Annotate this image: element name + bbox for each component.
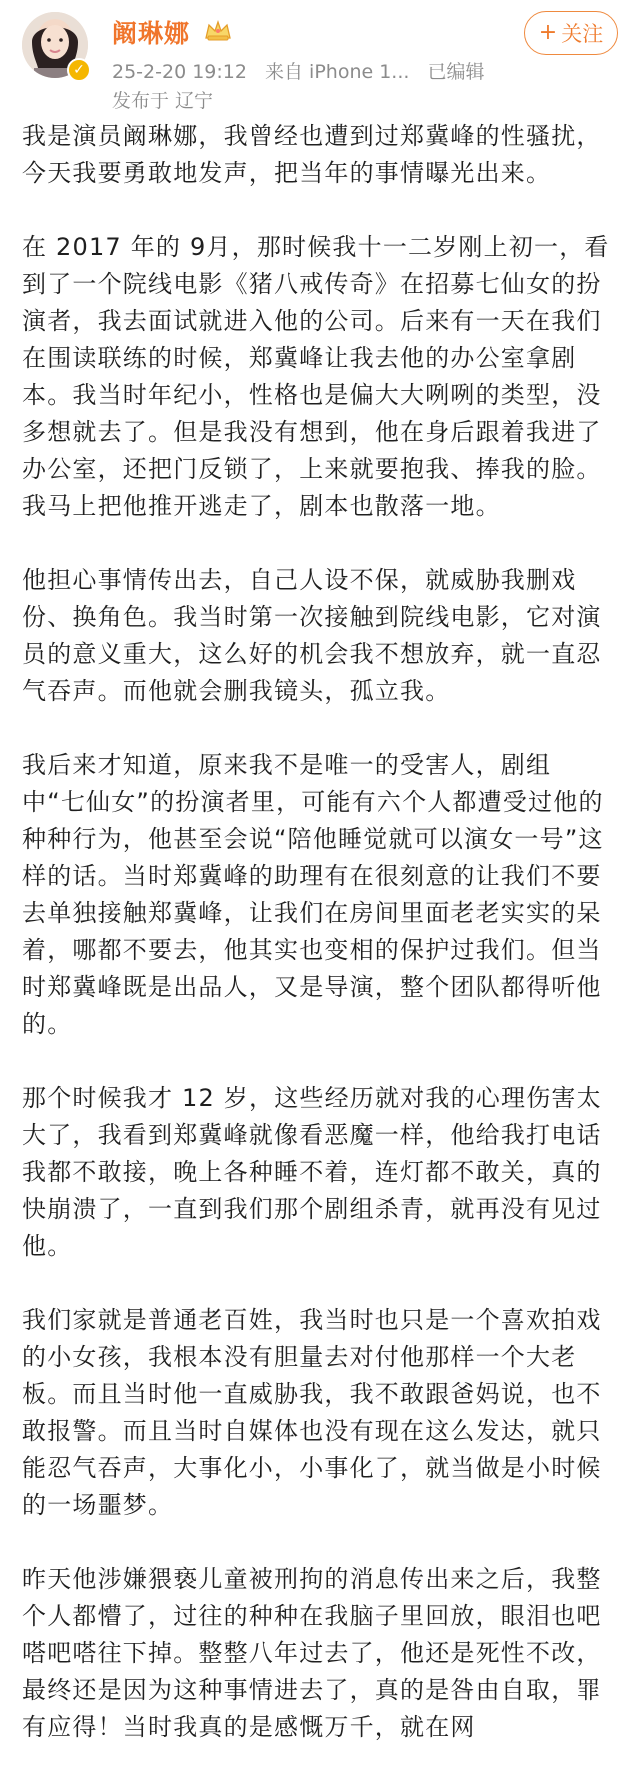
follow-label: 关注 <box>561 22 604 46</box>
post-paragraph: 我是演员阚琳娜，我曾经也遭到过郑冀峰的性骚扰，今天我要勇敢地发声，把当年的事情曝光出来。 <box>22 122 602 187</box>
post-paragraph: 那个时候我才 12 岁，这些经历就对我的心理伤害太大了，我看到郑冀峰就像看恶魔一样，他给我打电话我都不敢接，晚上各种睡不着，连灯都不敢关，真的快崩溃了，一直到我们那个剧组杀青，就再没有见过他。 <box>22 1084 602 1260</box>
source-text: 来自 iPhone 1... <box>265 61 410 83</box>
user-name[interactable]: 阚琳娜 <box>112 19 191 48</box>
post-paragraph: 昨天他涉嫌猥亵儿童被刑拘的消息传出来之后，我整个人都懵了，过往的种种在我脑子里回放，眼泪也吧嗒吧嗒往下掉。整整八年过去了，他还是死性不改，最终还是因为这种事情进去了，真的是咎由自取，罪有应得！当时我真的是感慨万千，就在网 <box>22 1565 602 1741</box>
verified-icon: ✓ <box>67 58 91 82</box>
post-content <box>22 118 612 1783</box>
post-paragraph: 我后来才知道，原来我不是唯一的受害人，剧组中“七仙女”的扮演者里，可能有六个人都遭受过他的种种行为，他甚至会说“陪他睡觉就可以演女一号”这样的话。当时郑冀峰的助理有在很刻意的让我们不要去单独接触郑冀峰，让我们在房间里面老老实实的呆着，哪都不要去，他其实也变相的保护过我们。但当时郑冀峰既是出品人，又是导演，整个团队都得听他的。 <box>22 751 604 1038</box>
follow-plus-icon: + <box>538 20 558 45</box>
post-paragraph: 我们家就是普通老百姓，我当时也只是一个喜欢拍戏的小女孩，我根本没有胆量去对付他那样一个大老板。而且当时他一直威胁我，我不敢跟爸妈说，也不敢报警。而且当时自媒体也没有现在这么发达，就只能忍气吞声，大事化小，小事化了，就当做是小时候的一场噩梦。 <box>22 1306 602 1519</box>
post-meta <box>112 57 496 84</box>
crown-badge-icon <box>203 18 233 42</box>
edited-label[interactable]: 已编辑 <box>427 61 485 83</box>
timestamp: 25-2-20 19:12 <box>112 61 247 83</box>
post-paragraph: 在 2017 年的 9月，那时候我十一二岁刚上初一，看到了一个院线电影《猪八戒传奇》在招募七仙女的扮演者，我去面试就进入他的公司。后来有一天在我们在围读联练的时候，郑冀峰让我去他的办公室拿剧本。我当时年纪小，性格也是偏大大咧咧的类型，没多想就去了。但是我没有想到，他在身后跟着我进了办公室，还把门反锁了，上来就要抱我、捧我的脸。我马上把他推开逃走了，剧本也散落一地。 <box>22 233 610 520</box>
post-header <box>0 0 640 118</box>
location-text: 发布于 辽宁 <box>112 90 214 112</box>
follow-button[interactable] <box>524 11 618 55</box>
post-paragraph: 他担心事情传出去，自己人设不保，就威胁我删戏份、换角色。我当时第一次接触到院线电影，它对演员的意义重大，这么好的机会我不想放弃，就一直忍气吞声。而他就会删我镜头，孤立我。 <box>22 566 602 705</box>
